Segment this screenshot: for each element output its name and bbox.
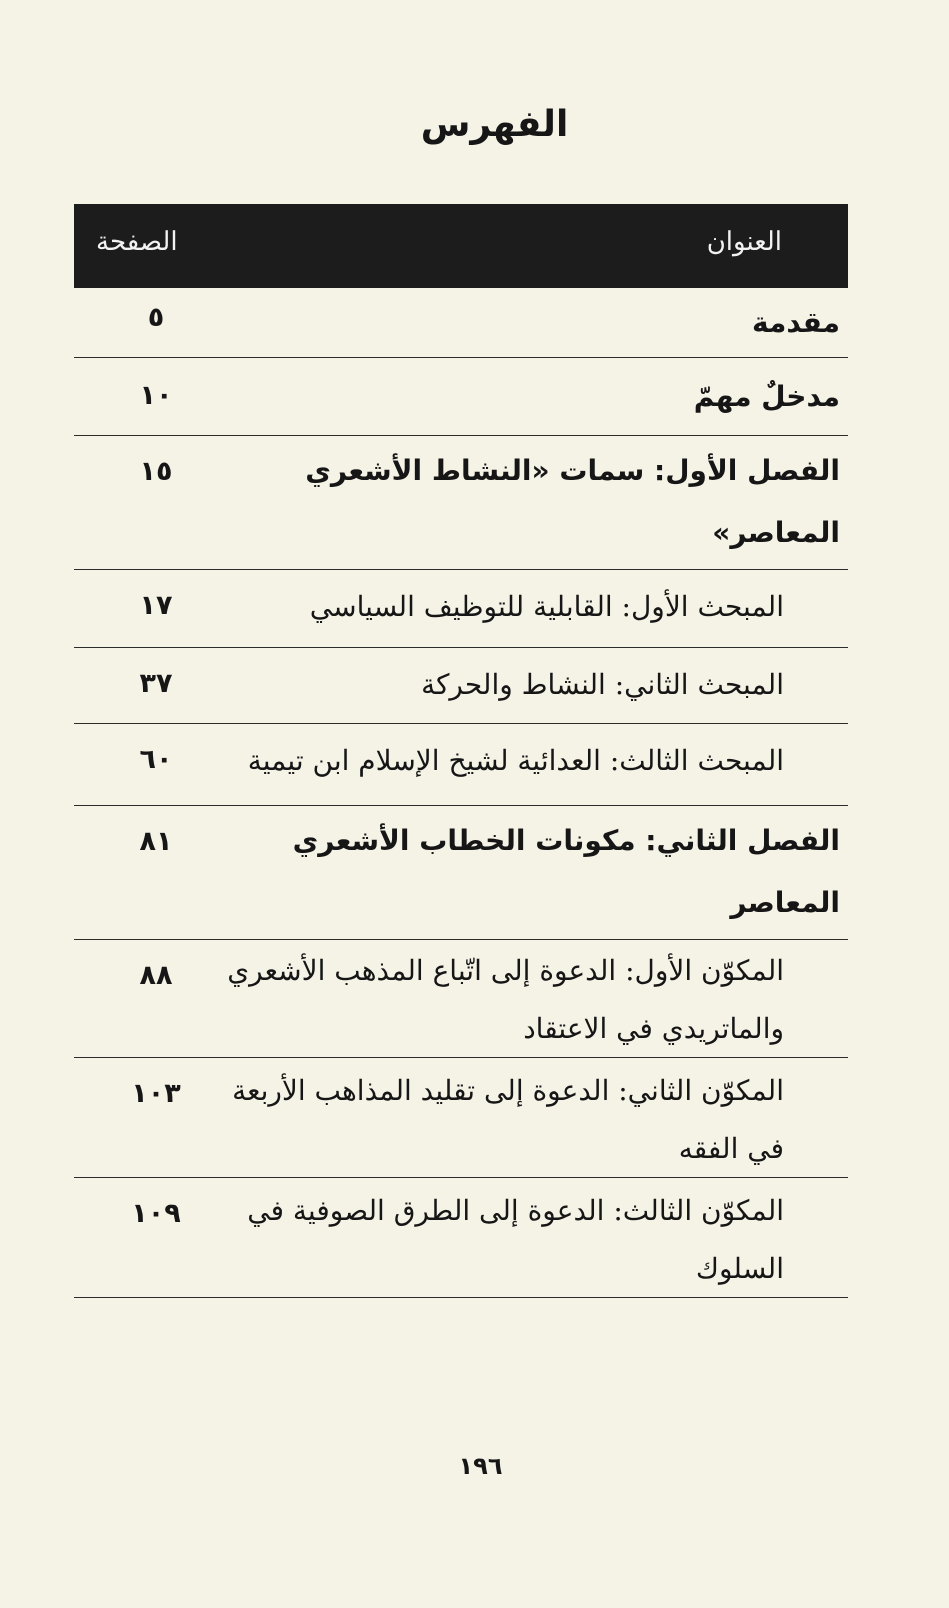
toc-row [74,940,848,1058]
toc-entry-title: المبحث الثاني: النشاط والحركة [421,668,784,701]
toc-entry-title: الفصل الأول: سمات «النشاط الأشعري المعاصر» [305,454,840,549]
toc-row [74,570,848,648]
toc-row [74,724,848,806]
toc-row [74,358,848,436]
toc-entry-page: ٥ [147,302,165,333]
toc-row [74,288,848,358]
toc-row [74,1058,848,1178]
toc-entry-page: ٦٠ [139,744,173,775]
table-of-contents [74,288,848,1298]
toc-entry-title: مدخلٌ مهمّ [693,380,840,413]
toc-entry-page: ١٠ [139,380,173,411]
toc-row [74,806,848,940]
toc-entry-page: ١٥ [139,456,173,487]
toc-entry-page: ١٠٣ [131,1078,181,1109]
toc-row [74,648,848,724]
page-title: الفهرس [420,104,569,145]
header-page-label: الصفحة [96,227,178,257]
toc-entry-title: الفصل الثاني: مكونات الخطاب الأشعري المعاصر [292,824,840,919]
toc-entry-page: ٣٧ [139,668,173,699]
toc-entry-title: المبحث الثالث: العدائية لشيخ الإسلام ابن تيمية [247,744,784,777]
toc-entry-title: المبحث الأول: القابلية للتوظيف السياسي [309,590,784,623]
page-number: ١٩٦ [458,1452,503,1480]
toc-entry-page: ٨٨ [139,960,173,991]
toc-entry-page: ٨١ [139,826,173,857]
header-title-label: العنوان [706,227,782,257]
toc-entry-page: ١٧ [139,590,173,621]
toc-entry-page: ١٠٩ [131,1198,181,1229]
toc-entry-title: المكوّن الأول: الدعوة إلى اتّباع المذهب الأشعري والماتريدي في الاعتقاد [227,954,784,1045]
toc-header-bar [74,204,848,288]
toc-entry-title: المكوّن الثاني: الدعوة إلى تقليد المذاهب الأربعة في الفقه [232,1074,784,1165]
toc-row [74,1178,848,1298]
toc-entry-title: مقدمة [752,306,840,339]
toc-entry-title: المكوّن الثالث: الدعوة إلى الطرق الصوفية في السلوك [247,1194,784,1285]
toc-row [74,436,848,570]
